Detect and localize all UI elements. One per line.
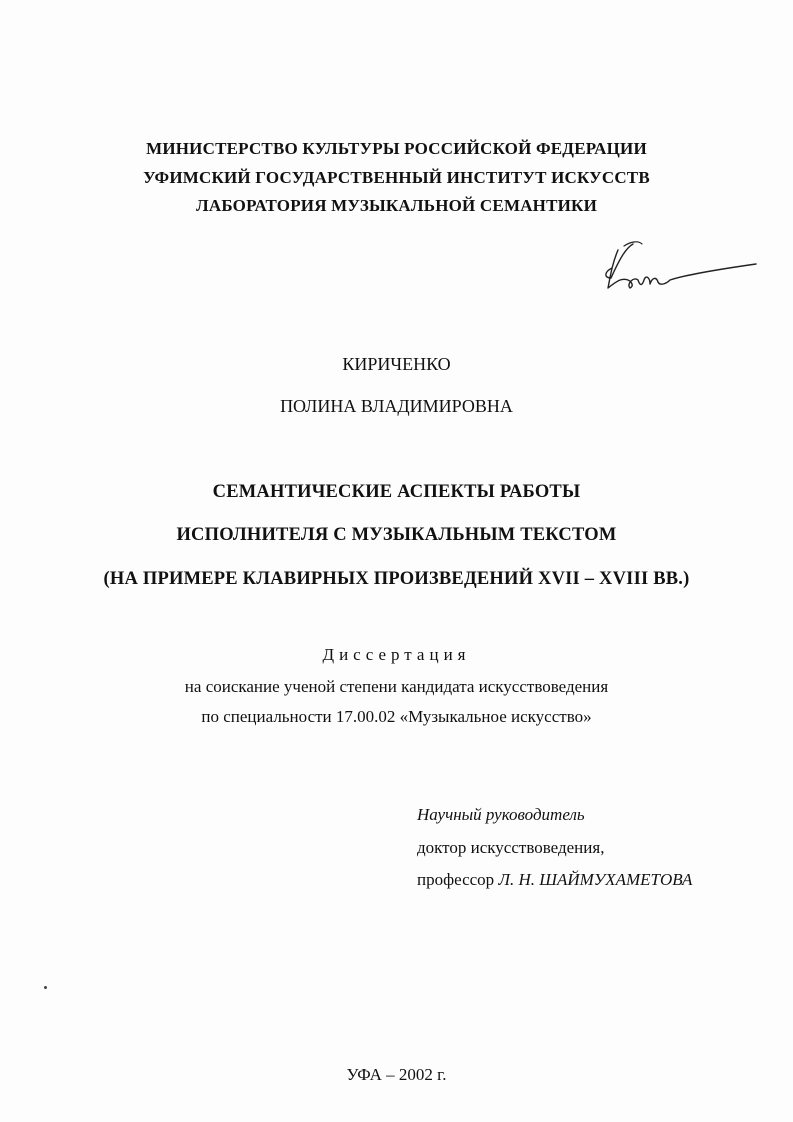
author-given-names: ПОЛИНА ВЛАДИМИРОВНА: [280, 396, 513, 416]
work-type-label: Диссертация: [322, 645, 471, 664]
author-surname: КИРИЧЕНКО: [342, 354, 451, 374]
advisor-degree: доктор искусствоведения,: [417, 838, 605, 857]
specialty-line: по специальности 17.00.02 «Музыкальное искусство»: [201, 707, 592, 726]
advisor-rank-name: [417, 870, 692, 890]
dissertation-title-line3: (НА ПРИМЕРЕ КЛАВИРНЫХ ПРОИЗВЕДЕНИЙ XVII – XVIII ВВ.): [103, 569, 690, 589]
dissertation-title-line1: СЕМАНТИЧЕСКИЕ АСПЕКТЫ РАБОТЫ: [212, 482, 581, 502]
dissertation-title-line2: ИСПОЛНИТЕЛЯ С МУЗЫКАЛЬНЫМ ТЕКСТОМ: [176, 525, 617, 545]
ministry-heading: МИНИСТЕРСТВО КУЛЬТУРЫ РОССИЙСКОЙ ФЕДЕРАЦИИ: [146, 139, 647, 158]
advisor-rank: профессор: [417, 870, 495, 889]
place-year: УФА – 2002 г.: [346, 1065, 447, 1084]
advisor-label: Научный руководитель: [417, 805, 585, 824]
degree-line: на соискание ученой степени кандидата искусствоведения: [184, 677, 609, 696]
institute-heading: УФИМСКИЙ ГОСУДАРСТВЕННЫЙ ИНСТИТУТ ИСКУССТВ: [143, 168, 650, 187]
scan-speck: [44, 986, 47, 989]
advisor-name: Л. Н. ШАЙМУХАМЕТОВА: [498, 870, 693, 889]
signature: [598, 238, 763, 298]
laboratory-heading: ЛАБОРАТОРИЯ МУЗЫКАЛЬНОЙ СЕМАНТИКИ: [195, 196, 598, 215]
